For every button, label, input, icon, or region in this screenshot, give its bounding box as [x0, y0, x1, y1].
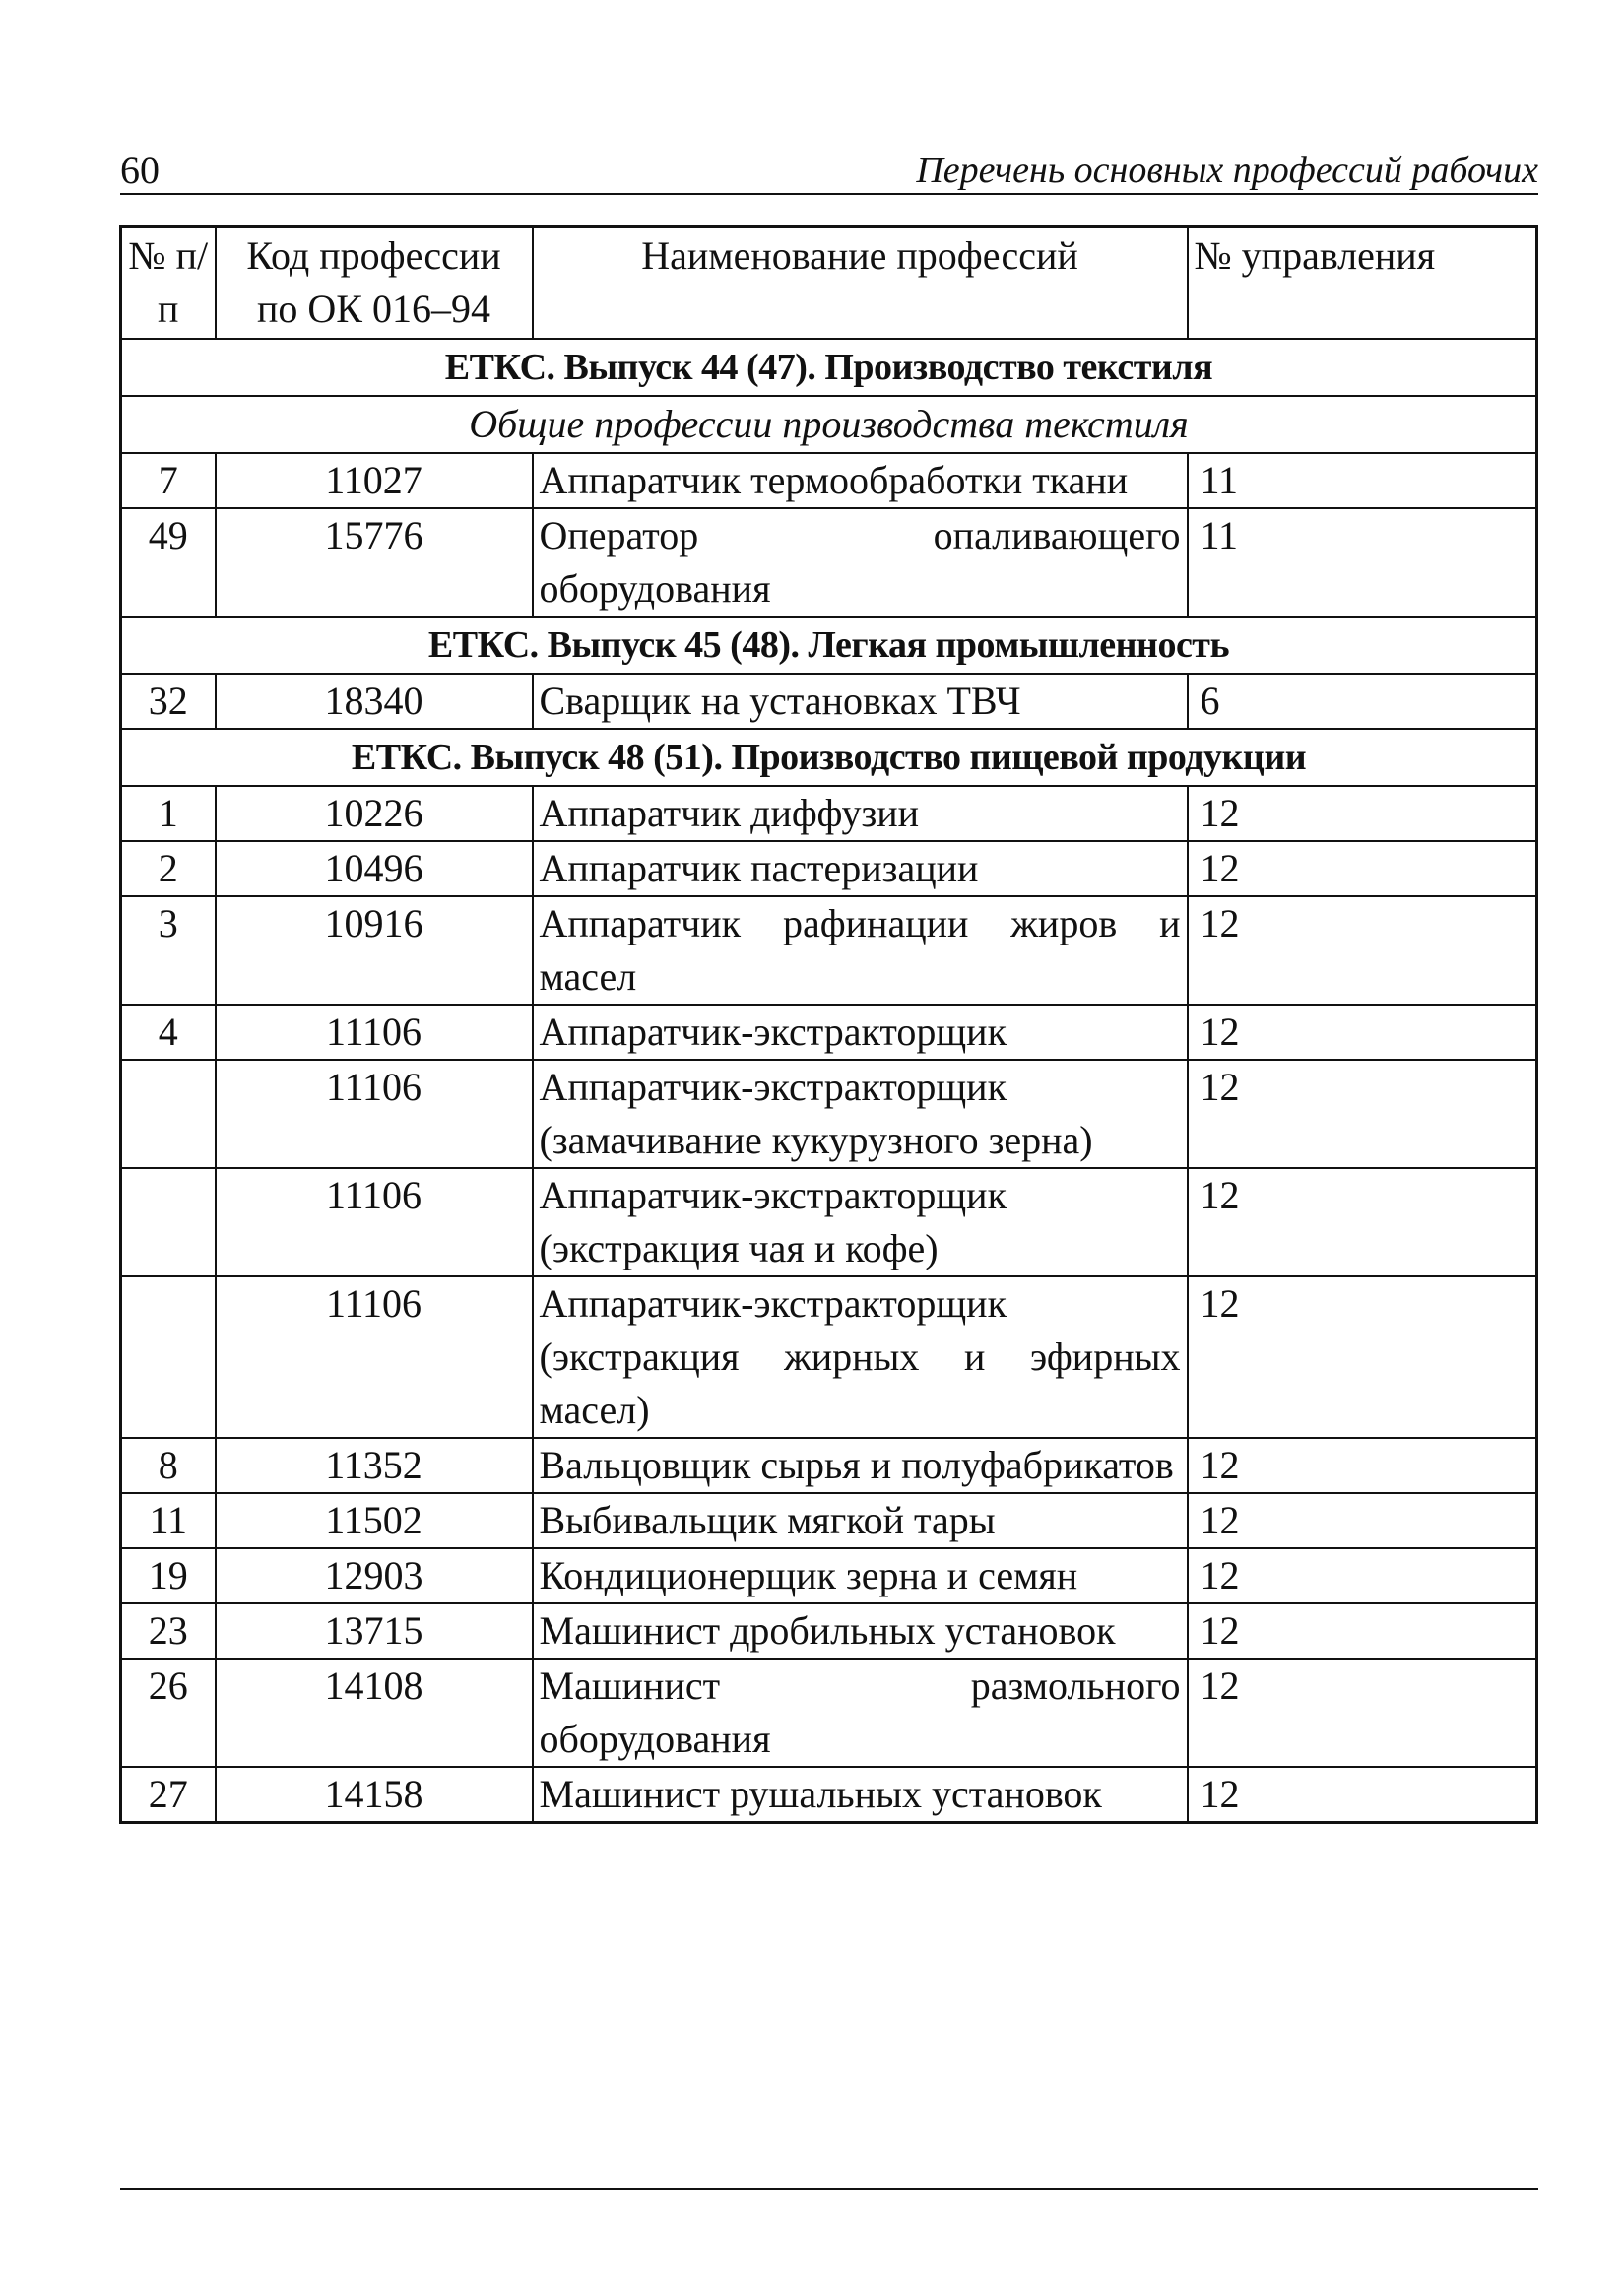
section-title: ЕТКС. Выпуск 48 (51). Производство пищевой продукции — [121, 729, 1537, 786]
row-number: 2 — [121, 841, 216, 896]
column-header-num: № п/п — [121, 227, 216, 340]
section-title: ЕТКС. Выпуск 45 (48). Легкая промышленность — [121, 617, 1537, 674]
running-title: Перечень основных профессий рабочих — [916, 150, 1538, 191]
management-number: 12 — [1188, 1438, 1537, 1493]
management-number: 6 — [1188, 674, 1537, 729]
management-number: 12 — [1188, 1276, 1537, 1438]
profession-code: 10916 — [216, 896, 533, 1005]
table-row — [121, 841, 1537, 896]
page-header — [120, 148, 1538, 195]
table-row — [121, 1659, 1537, 1767]
subsection-title-row — [121, 396, 1537, 453]
management-number: 12 — [1188, 1005, 1537, 1060]
profession-code: 11502 — [216, 1493, 533, 1548]
profession-name: Машинист рушальных установок — [533, 1767, 1188, 1823]
profession-name: Аппаратчик термообработки ткани — [533, 453, 1188, 508]
profession-code: 14108 — [216, 1659, 533, 1767]
profession-code: 11106 — [216, 1060, 533, 1168]
table-row — [121, 1276, 1537, 1438]
row-number: 3 — [121, 896, 216, 1005]
table-header-row — [121, 227, 1537, 340]
table-row — [121, 1438, 1537, 1493]
table-row — [121, 453, 1537, 508]
profession-name: Оператор опаливающего оборудования — [533, 508, 1188, 617]
table-row — [121, 1493, 1537, 1548]
profession-name: Аппаратчик-экстракторщик (экстракция чая и кофе) — [533, 1168, 1188, 1276]
profession-name: Машинист дробильных установок — [533, 1603, 1188, 1659]
management-number: 12 — [1188, 1603, 1537, 1659]
table-row — [121, 1005, 1537, 1060]
table-row — [121, 1168, 1537, 1276]
profession-code: 11106 — [216, 1005, 533, 1060]
row-number: 32 — [121, 674, 216, 729]
profession-code: 15776 — [216, 508, 533, 617]
management-number: 12 — [1188, 1767, 1537, 1823]
profession-name: Аппаратчик-экстракторщик (экстракция жирных и эфирных масел) — [533, 1276, 1188, 1438]
profession-name: Выбивальщик мягкой тары — [533, 1493, 1188, 1548]
section-title-row — [121, 617, 1537, 674]
profession-code: 11106 — [216, 1276, 533, 1438]
management-number: 11 — [1188, 508, 1537, 617]
profession-name: Сварщик на установках ТВЧ — [533, 674, 1188, 729]
management-number: 12 — [1188, 1548, 1537, 1603]
profession-name: Аппаратчик диффузии — [533, 786, 1188, 841]
profession-code: 10496 — [216, 841, 533, 896]
profession-name: Аппаратчик-экстракторщик (замачивание кукурузного зерна) — [533, 1060, 1188, 1168]
row-number: 19 — [121, 1548, 216, 1603]
page-number: 60 — [120, 148, 160, 192]
row-number: 23 — [121, 1603, 216, 1659]
profession-code: 11027 — [216, 453, 533, 508]
section-title-row — [121, 729, 1537, 786]
table-row — [121, 1767, 1537, 1823]
management-number: 12 — [1188, 1168, 1537, 1276]
management-number: 12 — [1188, 786, 1537, 841]
management-number: 11 — [1188, 453, 1537, 508]
row-number: 49 — [121, 508, 216, 617]
management-number: 12 — [1188, 1493, 1537, 1548]
column-header-code: Код профессии по ОК 016–94 — [216, 227, 533, 340]
profession-code: 10226 — [216, 786, 533, 841]
profession-code: 13715 — [216, 1603, 533, 1659]
table-row — [121, 508, 1537, 617]
table-row — [121, 674, 1537, 729]
row-number: 26 — [121, 1659, 216, 1767]
row-number: 7 — [121, 453, 216, 508]
section-title: ЕТКС. Выпуск 44 (47). Производство текстиля — [121, 339, 1537, 396]
management-number: 12 — [1188, 841, 1537, 896]
row-number: 8 — [121, 1438, 216, 1493]
management-number: 12 — [1188, 1060, 1537, 1168]
profession-code: 14158 — [216, 1767, 533, 1823]
row-number: 4 — [121, 1005, 216, 1060]
table-row — [121, 1060, 1537, 1168]
row-number: 27 — [121, 1767, 216, 1823]
profession-code: 18340 — [216, 674, 533, 729]
subsection-title: Общие профессии производства текстиля — [121, 396, 1537, 453]
footer-rule — [120, 2188, 1538, 2190]
professions-table — [119, 225, 1538, 1824]
management-number: 12 — [1188, 896, 1537, 1005]
row-number: 1 — [121, 786, 216, 841]
row-number — [121, 1276, 216, 1438]
profession-name: Кондиционерщик зерна и семян — [533, 1548, 1188, 1603]
profession-name: Аппаратчик пастеризации — [533, 841, 1188, 896]
table-body — [121, 339, 1537, 1823]
table-row — [121, 1548, 1537, 1603]
table-row — [121, 786, 1537, 841]
table-row — [121, 1603, 1537, 1659]
management-number: 12 — [1188, 1659, 1537, 1767]
profession-code: 12903 — [216, 1548, 533, 1603]
row-number — [121, 1060, 216, 1168]
profession-code: 11106 — [216, 1168, 533, 1276]
table-row — [121, 896, 1537, 1005]
profession-code: 11352 — [216, 1438, 533, 1493]
column-header-management: № управления — [1188, 227, 1537, 340]
profession-name: Вальцовщик сырья и полуфабрикатов — [533, 1438, 1188, 1493]
column-header-name: Наименование профессий — [533, 227, 1188, 340]
section-title-row — [121, 339, 1537, 396]
profession-name: Аппаратчик-экстракторщик — [533, 1005, 1188, 1060]
profession-name: Аппаратчик рафинации жиров и масел — [533, 896, 1188, 1005]
row-number: 11 — [121, 1493, 216, 1548]
row-number — [121, 1168, 216, 1276]
profession-name: Машинист размольного оборудования — [533, 1659, 1188, 1767]
